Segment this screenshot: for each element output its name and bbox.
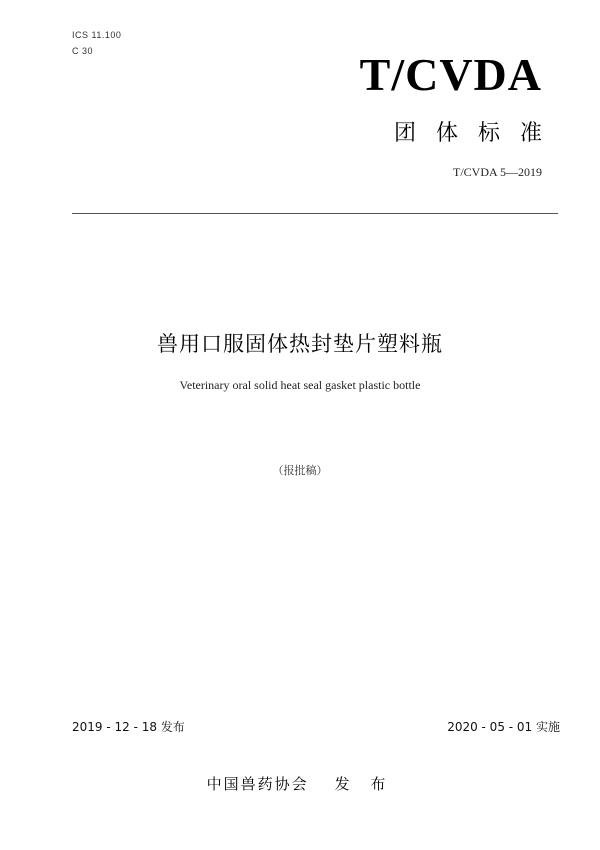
- standard-number: T/CVDA 5—2019: [452, 165, 542, 179]
- header-divider: [72, 213, 558, 214]
- standard-logo: T/CVDA: [359, 49, 542, 100]
- standard-type: 团体标准: [393, 121, 562, 146]
- publisher-line: [0, 773, 600, 794]
- ics-code: ICS 11.100: [72, 30, 122, 40]
- document-title-english: Veterinary oral solid heat seal gasket plastic bottle: [179, 378, 421, 392]
- publisher-name: 中国兽药协会: [206, 775, 309, 793]
- publish-verb: 发 布: [334, 775, 394, 793]
- implementation-date: 2020 - 05 - 01 实施: [447, 720, 560, 734]
- issue-date: 2019 - 12 - 18 发布: [72, 720, 185, 734]
- document-title-chinese: 兽用口服固体热封垫片塑料瓶: [157, 332, 443, 356]
- ccs-code: C 30: [72, 46, 94, 56]
- draft-status: （报批稿）: [272, 464, 328, 477]
